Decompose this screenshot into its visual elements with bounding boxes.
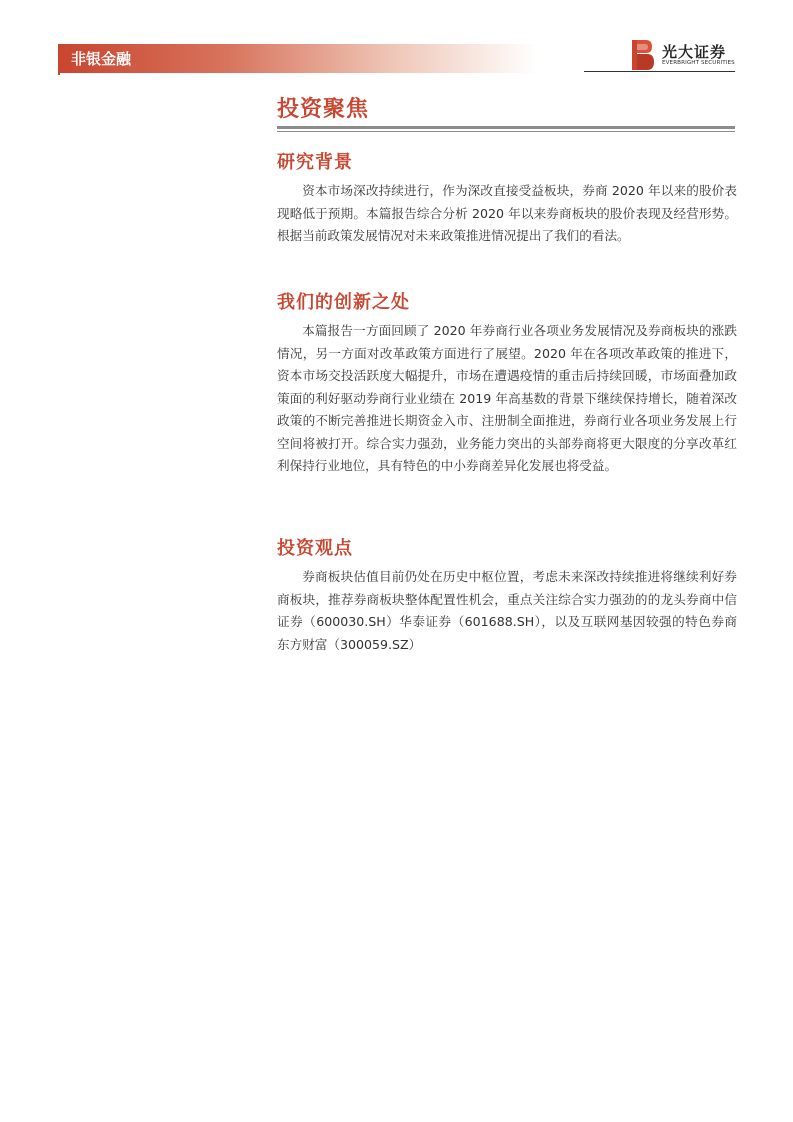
section-heading-background: 研究背景 — [277, 152, 353, 173]
brand-logo-icon — [632, 40, 654, 70]
section-heading-innovation: 我们的创新之处 — [277, 292, 410, 313]
sector-banner — [58, 44, 538, 73]
page-title: 投资聚焦 — [277, 97, 370, 122]
sector-label: 非银金融 — [71, 50, 132, 68]
title-rule-thin — [277, 131, 735, 132]
section-body-background: 资本市场深改持续进行，作为深改直接受益板块，券商 2020 年以来的股价表现略低于预期。本篇报告综合分析 2020 年以来券商板块的股价表现及经营形势。根据当前政策发展情况对未来政策推进情况提出了我们的看法。 — [277, 183, 737, 243]
section-body-investment-view: 券商板块估值目前仍处在历史中枢位置，考虑未来深改持续推进将继续利好券商板块，推荐券商板块整体配置性机会，重点关注综合实力强劲的的龙头券商中信证券（600030.SH）华泰证券（601688.SH），以及互联网基因较强的特色券商东方财富（300059.SZ） — [277, 569, 737, 652]
section-body-innovation: 本篇报告一方面回顾了 2020 年券商行业各项业务发展情况及券商板块的涨跌情况，另一方面对改革政策方面进行了展望。2020 年在各项改革政策的推进下，资本市场交投活跃度大幅提升，市场在遭遇疫情的重击后持续回暖，市场面叠加政策面的利好驱动券商行业业绩在 2019 年高基数的背景下继续保持增长，随着深改政策的不断完善推进长期资金入市、注册制全面推进，券商行业各项业务发展上行空间将被打开。综合实力强劲，业务能力突出的头部券商将更大限度的分享改革红利保持行业地位，具有特色的中小券商差异化发展也将受益。 — [277, 323, 737, 473]
brand-name-en: EVERBRIGHT SECURITIES — [662, 60, 735, 66]
header-rule — [584, 71, 735, 72]
section-heading-investment-view: 投资观点 — [277, 538, 353, 559]
brand-logo — [632, 40, 736, 70]
banner-edge — [58, 73, 60, 75]
title-rule-thick — [277, 126, 735, 129]
brand-name-cn: 光大证券 — [662, 43, 727, 61]
